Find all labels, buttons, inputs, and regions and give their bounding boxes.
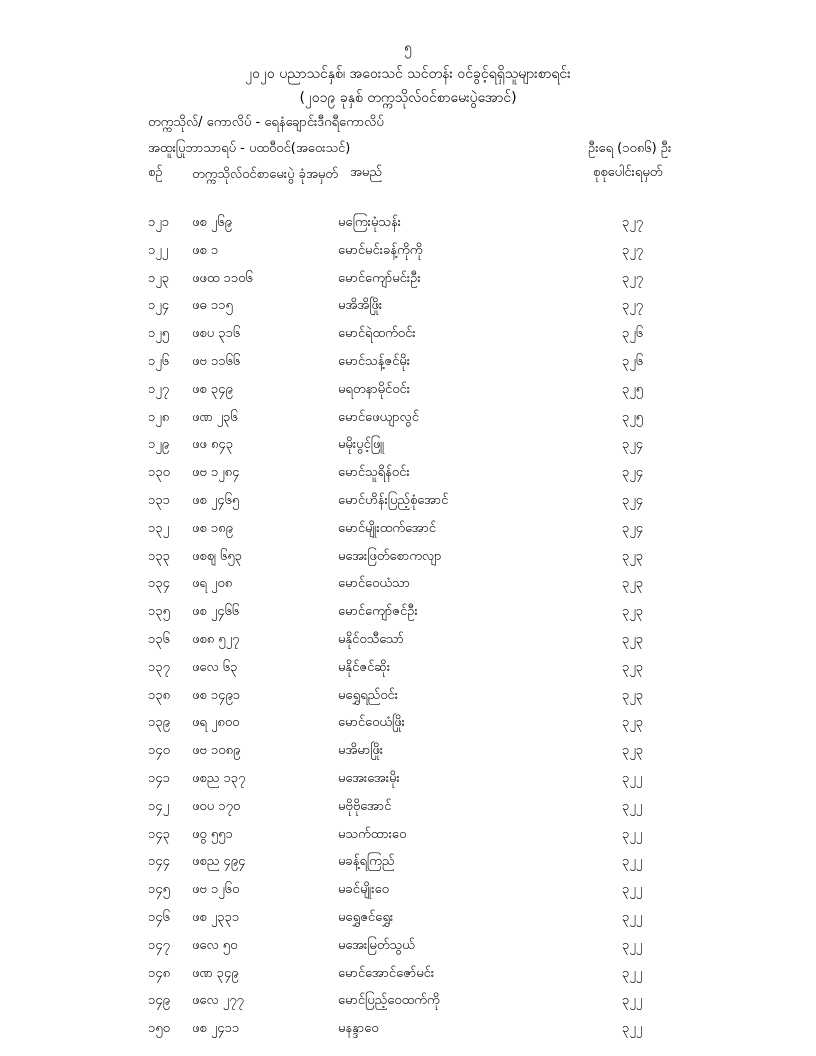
- column-header-serial: စဉ်: [148, 165, 163, 180]
- total-marks-cell: ၃၂၂: [622, 854, 643, 870]
- serial-cell: ၁၂၅: [148, 326, 170, 342]
- serial-cell: ၁၄၆: [148, 909, 170, 925]
- total-marks-cell: ၃၂၃: [622, 604, 644, 620]
- name-cell: မအေးအေးမိုး: [338, 770, 400, 786]
- roll-no-cell: ဖစ ၃၄၉: [192, 381, 233, 397]
- table-row: [0, 214, 816, 242]
- total-marks-cell: ၃၂၂: [622, 798, 643, 814]
- results-table: [0, 214, 816, 1048]
- serial-cell: ၁၃၃: [148, 548, 170, 564]
- serial-cell: ၁၂၄: [148, 298, 170, 314]
- total-marks-cell: ၃၂၂: [622, 993, 643, 1009]
- total-marks-cell: ၃၂၂: [622, 965, 643, 981]
- name-cell: မောင်ပြည့်ဝေထက်ကို: [338, 993, 440, 1009]
- total-marks-cell: ၃၂၅: [622, 381, 644, 397]
- serial-cell: ၁၂၁: [148, 215, 170, 230]
- table-row: [0, 603, 816, 631]
- roll-no-cell: ဖဗ ၁၁၆၆: [192, 353, 241, 369]
- roll-no-cell: ဖရ ၂၈၀၀: [192, 715, 240, 731]
- roll-no-cell: ဖဖထ ၁၁၀၆: [192, 270, 253, 286]
- name-cell: မောင်သူရိန်ဝင်း: [338, 465, 410, 481]
- total-marks-cell: ၃၂၄: [622, 520, 644, 536]
- roll-no-cell: ဖဏ ၂၃၆: [192, 409, 238, 425]
- name-cell: မနန္ဒာဝေ: [338, 1021, 379, 1037]
- roll-no-cell: ဖစပ ၃၁၆: [192, 326, 241, 342]
- serial-cell: ၁၄၈: [148, 965, 171, 981]
- total-marks-cell: ၃၂၂: [622, 770, 643, 786]
- serial-cell: ၁၃၆: [148, 631, 170, 647]
- table-row: [0, 1020, 816, 1048]
- name-cell: မနိုင်ဇင်ဆိုး: [338, 659, 391, 675]
- roll-no-cell: ဖဗ ၁၂၈၄: [192, 465, 240, 481]
- name-cell: မဗိုဗိုအောင်: [338, 798, 392, 814]
- roll-no-cell: ဖစည ၄၉၄: [192, 854, 246, 870]
- table-row: [0, 325, 816, 353]
- table-row: [0, 575, 816, 603]
- table-row: [0, 242, 816, 270]
- table-row: [0, 381, 816, 409]
- serial-cell: ၁၄၅: [148, 882, 170, 898]
- total-marks-cell: ၃၂၄: [622, 492, 644, 508]
- table-row: [0, 270, 816, 298]
- name-cell: မောင်ဝေယံဖြိုး: [338, 715, 405, 731]
- roll-no-cell: ဖစ ၂၄၁၁: [192, 1021, 240, 1037]
- name-cell: မောင်မင်းခန့်ကိုကို: [338, 242, 423, 258]
- name-cell: မရွှေရည်ဝင်း: [338, 687, 399, 703]
- table-row: [0, 881, 816, 909]
- table-row: [0, 798, 816, 826]
- subject-line: အထူးပြုဘာသာရပ် - ပထဝီဝင်(အဝေးသင်): [148, 141, 351, 156]
- column-header-roll-no: တက္ကသိုလ်ဝင်စာမေးပွဲ ခုံအမှတ်: [192, 167, 338, 182]
- name-cell: မကြေးမုံသန်း: [338, 215, 401, 230]
- roll-no-cell: ဖစ ၁၄၉၁: [192, 687, 241, 703]
- name-cell: မအိမာဖြိုး: [338, 743, 384, 759]
- roll-no-cell: ဖစဈ ၆၅၃: [192, 548, 242, 564]
- roll-no-cell: ဖစ ၂၆၉: [192, 215, 232, 230]
- total-marks-cell: ၃၂၆: [622, 353, 644, 369]
- roll-no-cell: ဖဏ ၃၄၉: [192, 965, 239, 981]
- name-cell: မခန့်ရကြည်: [338, 854, 395, 870]
- total-marks-cell: ၃၂၇: [622, 242, 644, 258]
- table-row: [0, 770, 816, 798]
- total-count: ဦးရေ (၁၀၈၆) ဦး: [588, 141, 672, 156]
- serial-cell: ၁၃၉: [148, 715, 170, 731]
- table-row: [0, 714, 816, 742]
- serial-cell: ၁၄၉: [148, 993, 170, 1009]
- total-marks-cell: ၃၂၂: [622, 909, 643, 925]
- serial-cell: ၁၄၁: [148, 770, 170, 786]
- document-title: ၂၀၂၀ ပညာသင်နှစ်၊ အဝေးသင် သင်တန်း ဝင်ခွင့်ရရှိသူများစာရင်း: [245, 66, 571, 82]
- serial-cell: ၁၃၂: [148, 520, 170, 536]
- serial-cell: ၁၄၃: [148, 826, 170, 842]
- name-cell: မောင်ဝေယံသာ: [338, 576, 410, 592]
- serial-cell: ၁၅၀: [148, 1021, 170, 1037]
- serial-cell: ၁၄၇: [148, 937, 170, 953]
- serial-cell: ၁၄၂: [148, 798, 170, 814]
- page-number: ၅: [404, 40, 412, 56]
- name-cell: မောင်ကျော်မင်းဦး: [338, 270, 421, 286]
- table-row: [0, 659, 816, 687]
- serial-cell: ၁၂၉: [148, 437, 170, 453]
- roll-no-cell: ဖစ ၁၈၉: [192, 520, 233, 536]
- name-cell: မသက်ထားဝေ: [338, 826, 407, 842]
- roll-no-cell: ဖစ ၂၄၆၆: [192, 604, 240, 620]
- name-cell: မခင်မျိုးဝေ: [338, 882, 389, 898]
- name-cell: မောင်အောင်ဇော်မင်း: [338, 965, 435, 981]
- name-cell: မရတနာမိုင်ဝင်း: [338, 381, 411, 397]
- table-row: [0, 297, 816, 325]
- name-cell: မောင်ကျော်ဇင်ဦး: [338, 604, 418, 620]
- serial-cell: ၁၃၈: [148, 687, 171, 703]
- table-row: [0, 853, 816, 881]
- table-row: [0, 492, 816, 520]
- name-cell: မအိအိဖြိုး: [338, 298, 383, 314]
- roll-no-cell: ဖစ၈ ၅၂၇: [192, 631, 240, 647]
- serial-cell: ၁၂၇: [148, 381, 170, 397]
- table-row: [0, 548, 816, 576]
- total-marks-cell: ၃၂၆: [622, 326, 644, 342]
- university-line: တက္ကသိုလ်/ ကောလိပ် - ရေနံချောင်းဒီဂရီကောလိပ်: [148, 115, 384, 130]
- table-row: [0, 992, 816, 1020]
- roll-no-cell: ဖစ ၁: [192, 242, 219, 258]
- roll-no-cell: ဖလေ ၅၀: [192, 937, 238, 953]
- roll-no-cell: ဖဗ ၁၀၈၉: [192, 743, 241, 759]
- serial-cell: ၁၄၀: [148, 743, 170, 759]
- serial-cell: ၁၃၅: [148, 604, 170, 620]
- serial-cell: ၁၃၄: [148, 576, 170, 592]
- serial-cell: ၁၂၆: [148, 353, 170, 369]
- roll-no-cell: ဖဓ ၁၁၅: [192, 298, 233, 314]
- name-cell: မောင်သန့်ဇင်မိုး: [338, 353, 411, 369]
- name-cell: မောင်ရဲထက်ဝင်း: [338, 326, 416, 342]
- total-marks-cell: ၃၂၄: [622, 437, 644, 453]
- serial-cell: ၁၂၃: [148, 270, 170, 286]
- document-subtitle: (၂၀၁၉ ခုနှစ် တက္ကသိုလ်ဝင်စာမေးပွဲအောင်): [299, 90, 517, 106]
- roll-no-cell: ဖဖ ၈၄၃: [192, 437, 234, 453]
- total-marks-cell: ၃၂၃: [622, 659, 644, 675]
- table-row: [0, 464, 816, 492]
- name-cell: မမိုးပွင့်ဖြူ: [338, 437, 385, 453]
- total-marks-cell: ၃၂၃: [622, 631, 644, 647]
- roll-no-cell: ဖလေ ၂၇၇: [192, 993, 244, 1009]
- total-marks-cell: ၃၂၇: [622, 215, 644, 230]
- serial-cell: ၁၄၄: [148, 854, 170, 870]
- table-row: [0, 353, 816, 381]
- roll-no-cell: ဖစ ၂၃၃၁: [192, 909, 240, 925]
- table-row: [0, 409, 816, 437]
- table-row: [0, 520, 816, 548]
- name-cell: မရွှေဇင်ရွှေး: [338, 909, 394, 925]
- total-marks-cell: ၃၂၂: [622, 882, 643, 898]
- name-cell: မနိုင်ဝသီသော်: [338, 631, 404, 647]
- table-row: [0, 909, 816, 937]
- table-row: [0, 937, 816, 965]
- total-marks-cell: ၃၂၃: [622, 548, 644, 564]
- table-row: [0, 826, 816, 854]
- total-marks-cell: ၃၂၄: [622, 465, 644, 481]
- roll-no-cell: ဖလေ ၆၃: [192, 659, 238, 675]
- serial-cell: ၁၂၂: [148, 242, 169, 258]
- total-marks-cell: ၃၂၂: [622, 937, 643, 953]
- column-header-name: အမည်: [350, 165, 382, 180]
- roll-no-cell: ဖစ ၂၄၆၅: [192, 492, 240, 508]
- column-header-total-marks: စုစုပေါင်းရမှတ်: [593, 165, 663, 180]
- roll-no-cell: ဖစည ၁၃၇: [192, 770, 246, 786]
- name-cell: မောင်ဖေယျာလွင်: [338, 409, 419, 425]
- serial-cell: ၁၃၇: [148, 659, 170, 675]
- table-row: [0, 742, 816, 770]
- name-cell: မအေးမြတ်သွယ်: [338, 937, 415, 953]
- total-marks-cell: ၃၂၇: [622, 270, 644, 286]
- table-row: [0, 965, 816, 993]
- serial-cell: ၁၂၈: [148, 409, 170, 425]
- table-row: [0, 436, 816, 464]
- table-row: [0, 687, 816, 715]
- total-marks-cell: ၃၂၃: [622, 576, 644, 592]
- roll-no-cell: ဖရ ၂၀၈: [192, 576, 233, 592]
- serial-cell: ၁၃၁: [148, 492, 170, 508]
- total-marks-cell: ၃၂၃: [622, 715, 644, 731]
- roll-no-cell: ဖဗ ၁၂၆၀: [192, 882, 240, 898]
- roll-no-cell: ဖ၀ပ ၁၇၀: [192, 798, 241, 814]
- total-marks-cell: ၃၂၅: [622, 409, 644, 425]
- name-cell: မောင်မျိုးထက်အောင်: [338, 520, 437, 536]
- serial-cell: ၁၃၀: [148, 465, 170, 481]
- total-marks-cell: ၃၂၃: [622, 687, 644, 703]
- name-cell: မအေးဖြတ်စောကလျာ: [338, 548, 442, 564]
- total-marks-cell: ၃၂၇: [622, 298, 644, 314]
- total-marks-cell: ၃၂၂: [622, 826, 643, 842]
- roll-no-cell: ဖ၀ွ ၅၅၁: [192, 826, 233, 842]
- total-marks-cell: ၃၂၃: [622, 743, 644, 759]
- total-marks-cell: ၃၂၂: [622, 1021, 643, 1037]
- table-row: [0, 631, 816, 659]
- name-cell: မောင်ဟိန်းပြည့်စုံအောင်: [338, 492, 449, 508]
